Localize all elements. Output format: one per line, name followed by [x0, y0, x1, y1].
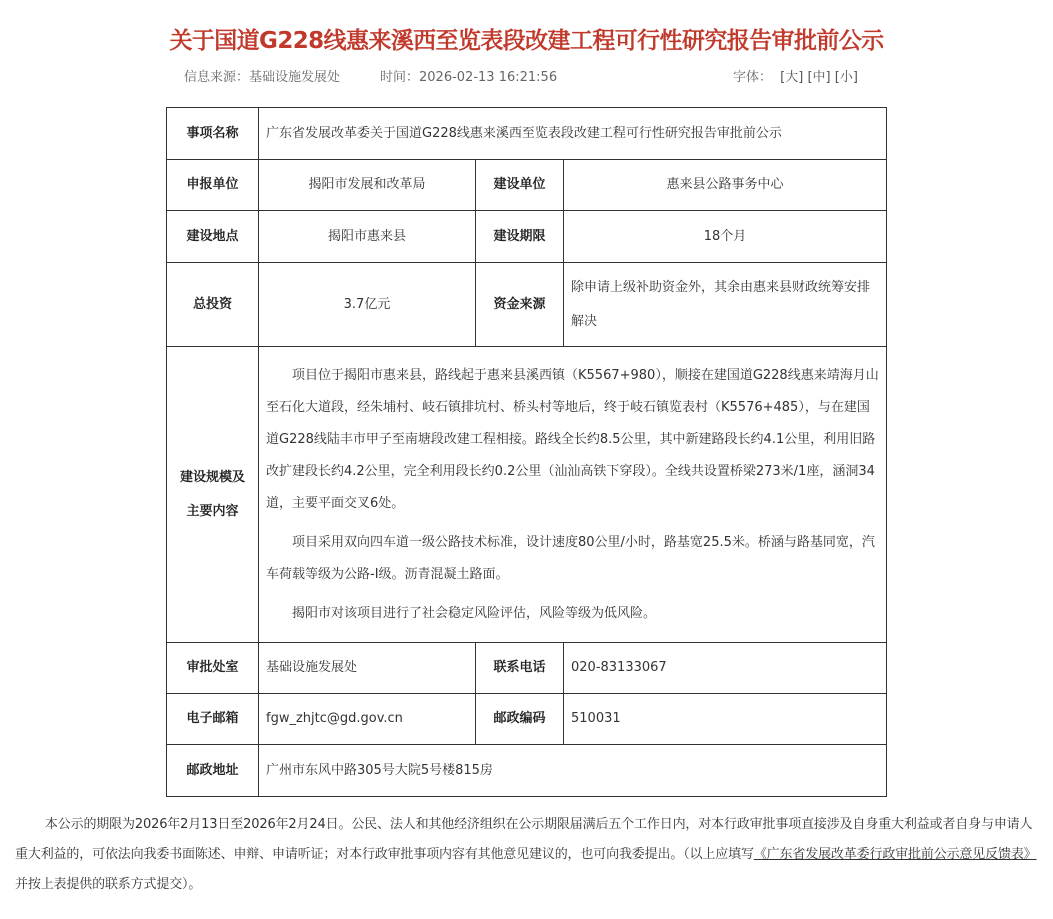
phone-value: 020-83133067 — [564, 643, 887, 694]
address-value: 广州市东风中路305号大院5号楼815房 — [259, 745, 887, 797]
email-label: 电子邮箱 — [167, 694, 259, 745]
table-row — [167, 211, 887, 263]
scale-content — [259, 347, 887, 643]
font-size-label: 字体： — [733, 70, 773, 85]
table-row — [167, 160, 887, 211]
scale-paragraph: 揭阳市对该项目进行了社会稳定风险评估，风险等级为低风险。 — [292, 605, 657, 621]
font-size-medium-link[interactable]: [中] — [807, 70, 831, 85]
info-source-label: 信息来源： — [184, 70, 250, 85]
publish-time-value: 2026-02-13 16:21:56 — [419, 70, 558, 85]
investment-value: 3.7亿元 — [259, 263, 476, 347]
font-size-large-link[interactable]: [大] — [780, 70, 804, 85]
email-value: fgw_zhjtc@gd.gov.cn — [259, 694, 476, 745]
notice-text-end: 并按上表提供的联系方式提交）。 — [15, 877, 202, 892]
scale-paragraph: 项目采用双向四车道一级公路技术标准，设计速度80公里/小时，路基宽25.5米。桥涵与路基同宽，汽车荷载等级为公路-Ⅰ级。沥青混凝土路面。 — [266, 534, 875, 582]
scale-label: 建设规模及主要内容 — [167, 347, 259, 643]
address-label: 邮政地址 — [167, 745, 259, 797]
postcode-label: 邮政编码 — [476, 694, 564, 745]
funding-label: 资金来源 — [476, 263, 564, 347]
location-value: 揭阳市惠来县 — [259, 211, 476, 263]
investment-label: 总投资 — [167, 263, 259, 347]
notice-text: 本公示的期限为2026年2月13日至2026年2月24日。公民、法人和其他经济组织在公示期限届满后五个工作日内，对本行政审批事项直接涉及自身重大利益或者自身与申请人重大利益的，可依法向我委书面陈述、申辩、申请听证；对本行政审批事项内容有其他意见建议的，也可向我委提出。（以上应填写 — [15, 817, 1033, 862]
applicant-value: 揭阳市发展和改革局 — [259, 160, 476, 211]
table-row — [167, 694, 887, 745]
phone-label: 联系电话 — [476, 643, 564, 694]
applicant-label: 申报单位 — [167, 160, 259, 211]
scale-paragraph: 项目位于揭阳市惠来县，路线起于惠来县溪西镇（K5567+980），顺接在建国道G228线惠来靖海月山至石化大道段，经朱埔村、岐石镇排坑村、桥头村等地后，终于岐石镇览表村（K5576+485），与在建国道G228线陆丰市甲子至南塘段改建工程相接。路线全长约8.5公里，其中新建路段长约4.1公里，利用旧路改扩建段长约4.2公里，完全利用段长约0.2公里（汕汕高铁下穿段）。全线共设置桥梁273米/1座，涵洞34道，主要平面交叉6处。 — [266, 367, 879, 511]
table-row — [167, 263, 887, 347]
feedback-form-link[interactable]: 《广东省发展改革委行政审批前公示意见反馈表》 — [753, 847, 1037, 862]
table-row — [167, 347, 887, 643]
info-source — [184, 66, 340, 85]
funding-value: 除申请上级补助资金外，其余由惠来县财政统筹安排解决 — [564, 263, 887, 347]
postcode-value: 510031 — [564, 694, 887, 745]
page-title: 关于国道G228线惠来溪西至览表段改建工程可行性研究报告审批前公示 — [169, 28, 884, 54]
item-name-label: 事项名称 — [167, 108, 259, 160]
publish-time-label: 时间： — [380, 70, 420, 85]
period-value: 18个月 — [564, 211, 887, 263]
publish-time — [380, 66, 557, 85]
dept-label: 审批处室 — [167, 643, 259, 694]
table-row — [167, 108, 887, 160]
dept-value: 基础设施发展处 — [259, 643, 476, 694]
notice-paragraph — [15, 810, 1038, 900]
period-label: 建设期限 — [476, 211, 564, 263]
table-row — [167, 643, 887, 694]
builder-value: 惠来县公路事务中心 — [564, 160, 887, 211]
table-row — [167, 745, 887, 797]
location-label: 建设地点 — [167, 211, 259, 263]
info-source-value: 基础设施发展处 — [249, 70, 341, 85]
project-info-table — [166, 107, 887, 797]
font-size-small-link[interactable]: [小] — [834, 70, 858, 85]
item-name-value: 广东省发展改革委关于国道G228线惠来溪西至览表段改建工程可行性研究报告审批前公示 — [259, 108, 887, 160]
builder-label: 建设单位 — [476, 160, 564, 211]
font-size-switcher — [733, 66, 858, 85]
